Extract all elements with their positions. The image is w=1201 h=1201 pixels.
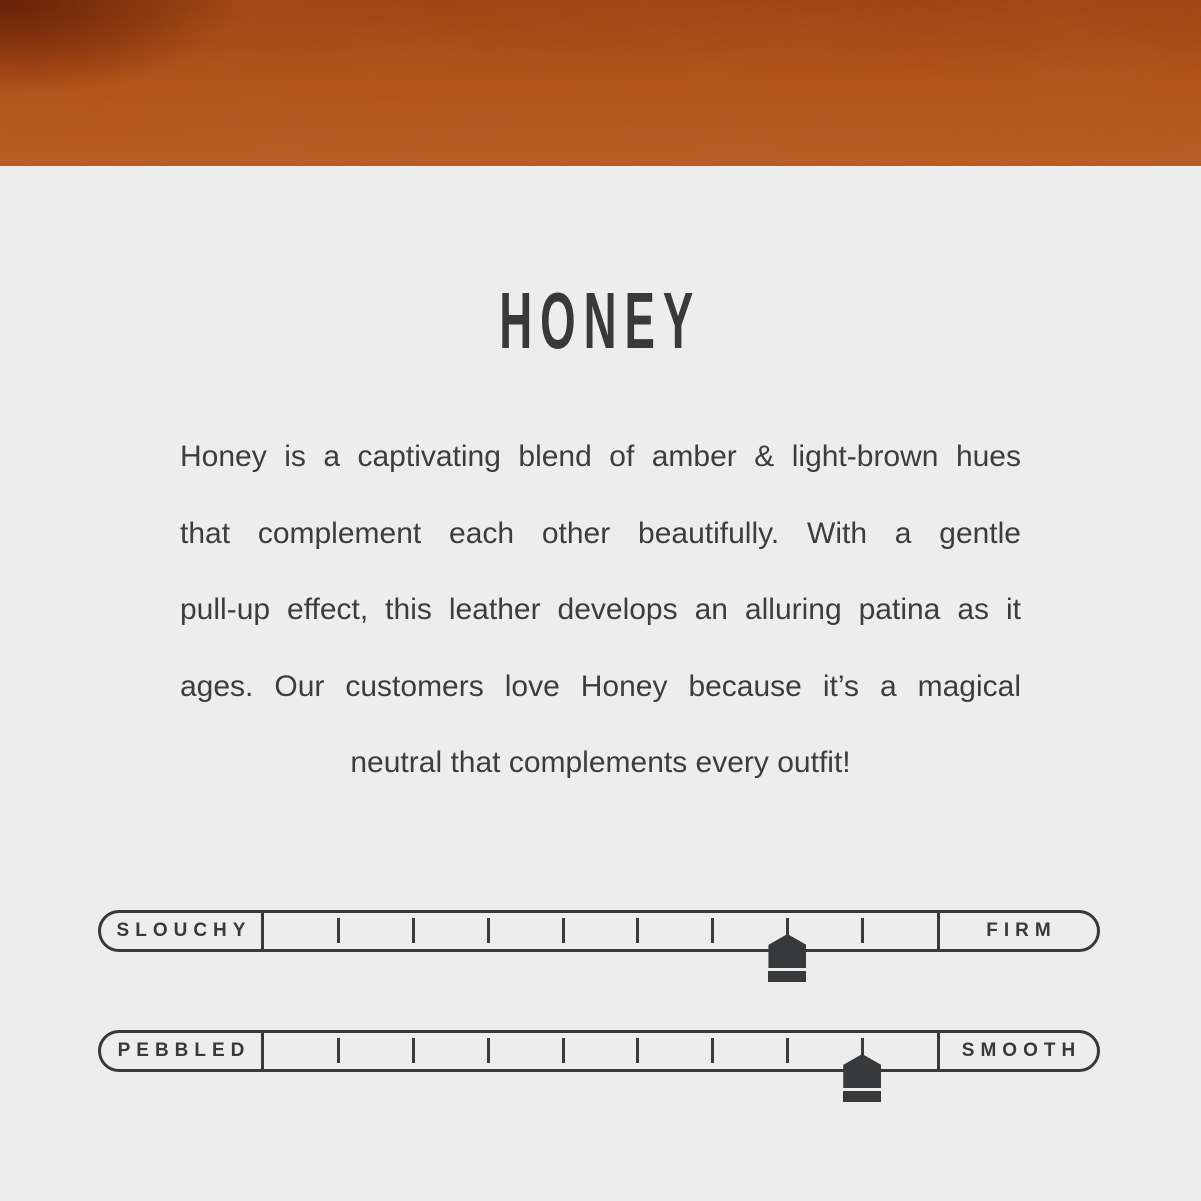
scale-marker-slouchy-firm — [768, 934, 806, 982]
scale-tick — [861, 918, 864, 943]
scale-marker-pebbled-smooth — [843, 1054, 881, 1102]
scale-left-label: PEBBLED — [117, 1040, 251, 1061]
description-line: pull-up effect, this leather develops an alluring patina as it — [180, 593, 1021, 626]
scale-tick — [636, 918, 639, 943]
color-name-text: HONEY — [499, 276, 702, 365]
scale-left-label-zone — [101, 1033, 264, 1069]
description-line: neutral that complements every outfit! — [350, 746, 851, 779]
scale-pebbled-smooth — [98, 1030, 1100, 1072]
marker-base — [768, 971, 806, 982]
scale-track — [264, 1033, 937, 1069]
scale-right-label: FIRM — [986, 920, 1057, 941]
marker-pointer-icon — [768, 934, 806, 968]
scale-tick — [487, 918, 490, 943]
scale-tick — [786, 1038, 789, 1063]
scale-right-label-zone — [937, 1033, 1097, 1069]
leather-texture-banner — [0, 0, 1201, 166]
scale-left-label-zone — [101, 913, 264, 949]
scale-tick — [711, 1038, 714, 1063]
color-description — [180, 419, 1021, 802]
scale-tick — [412, 1038, 415, 1063]
scale-tick — [487, 1038, 490, 1063]
scale-tick — [337, 1038, 340, 1063]
marker-base — [843, 1091, 881, 1102]
marker-pointer-icon — [843, 1054, 881, 1088]
scale-tick — [562, 918, 565, 943]
color-name-title — [0, 276, 1201, 365]
scale-tick — [636, 1038, 639, 1063]
scale-right-label: SMOOTH — [961, 1040, 1082, 1061]
scale-track — [264, 913, 937, 949]
scale-right-label-zone — [937, 913, 1097, 949]
scale-tick — [337, 918, 340, 943]
scale-slouchy-firm — [98, 910, 1100, 952]
description-line: Honey is a captivating blend of amber & light-brown hues — [180, 440, 1021, 473]
scale-tick — [711, 918, 714, 943]
scale-tick — [562, 1038, 565, 1063]
scale-tick — [412, 918, 415, 943]
scale-left-label: SLOUCHY — [116, 920, 252, 941]
description-line: ages. Our customers love Honey because it’s a magical — [180, 669, 1021, 703]
description-line: that complement each other beautifully. With a gentle — [180, 516, 1021, 550]
